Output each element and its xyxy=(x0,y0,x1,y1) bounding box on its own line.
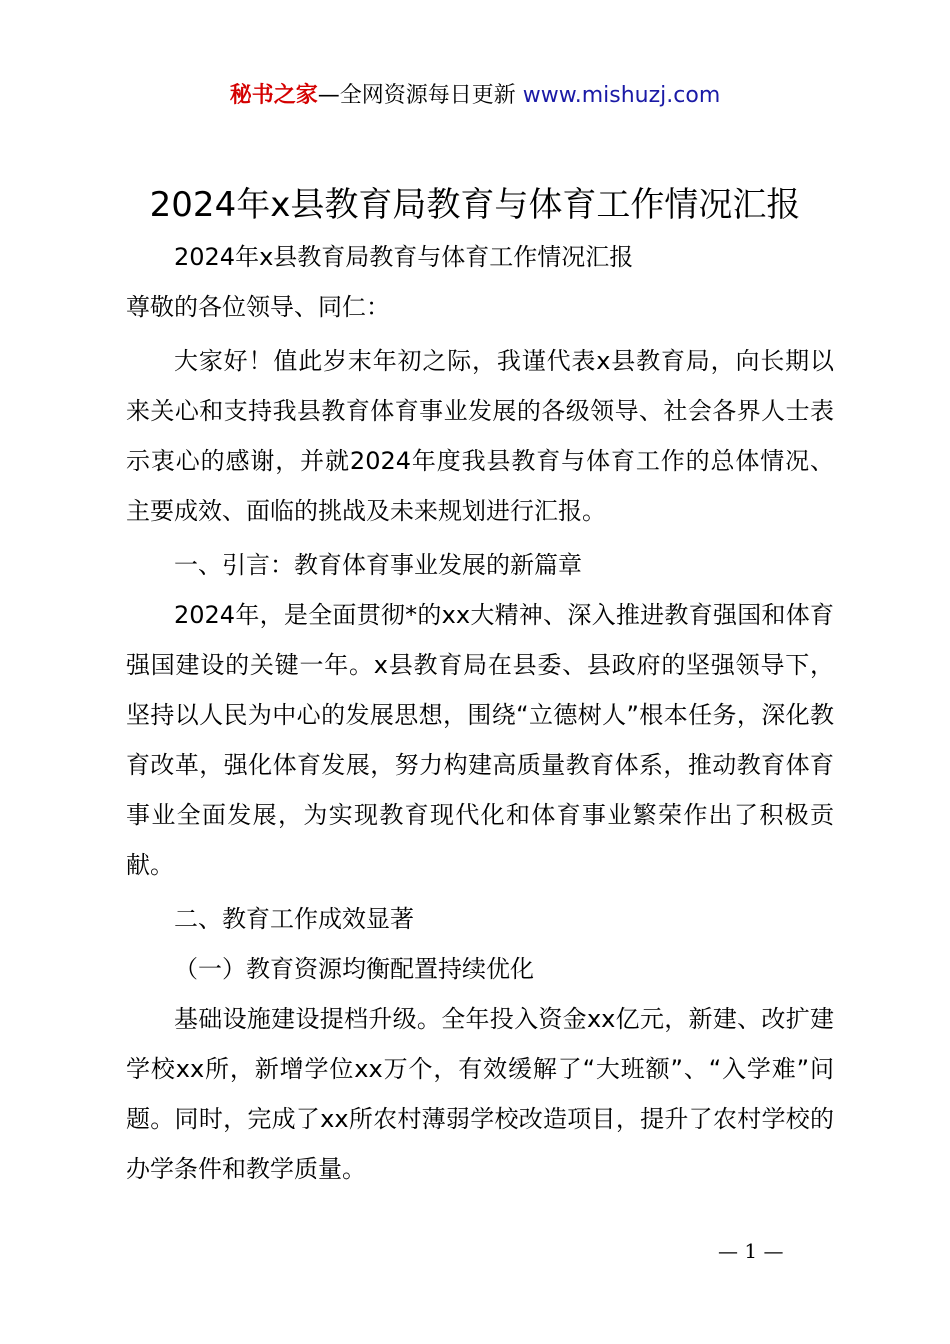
section-1-paragraph: 2024年，是全面贯彻*的xx大精神、深入推进教育强国和体育强国建设的关键一年。x县教育局在县委、县政府的坚强领导下，坚持以人民为中心的发展思想，围绕“立德树人”根本任务，深化教育改革，强化体育发展，努力构建高质量教育体系，推动教育体育事业全面发展，为实现教育现代化和体育事业繁荣作出了积极贡献。 xyxy=(126,601,834,879)
site-url-link[interactable]: www.mishuzj.com xyxy=(522,83,721,108)
section-heading-1: 一、引言：教育体育事业发展的新篇章 xyxy=(174,551,582,579)
subsection-heading-1: （一）教育资源均衡配置持续优化 xyxy=(174,955,534,983)
document-title: 2024年x县教育局教育与体育工作情况汇报 xyxy=(149,185,801,225)
brand-name: 秘书之家 xyxy=(229,83,318,108)
header-tagline: —全网资源每日更新 xyxy=(317,83,523,108)
document-body xyxy=(126,232,834,1194)
subtitle-paragraph: 2024年x县教育局教育与体育工作情况汇报 xyxy=(174,243,634,271)
salutation: 尊敬的各位领导、同仁： xyxy=(126,293,390,321)
subsection-1-paragraph: 基础设施建设提档升级。全年投入资金xx亿元，新建、改扩建学校xx所，新增学位xx万个，有效缓解了“大班额”、“入学难”问题。同时，完成了xx所农村薄弱学校改造项目，提升了农村学校的办学条件和教学质量。 xyxy=(126,1005,834,1183)
page-number: — 1 — xyxy=(718,1239,784,1263)
section-heading-2: 二、教育工作成效显著 xyxy=(174,905,414,933)
site-header xyxy=(0,80,950,112)
intro-paragraph: 大家好！值此岁末年初之际，我谨代表x县教育局，向长期以来关心和支持我县教育体育事业发展的各级领导、社会各界人士表示衷心的感谢，并就2024年度我县教育与体育工作的总体情况、主要成效、面临的挑战及未来规划进行汇报。 xyxy=(126,347,834,525)
